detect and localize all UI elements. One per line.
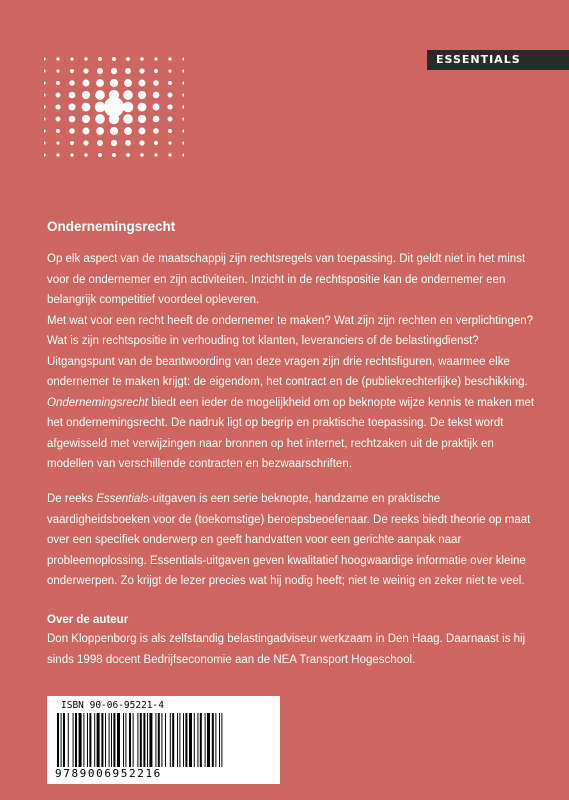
barcode-panel xyxy=(47,696,280,784)
dot-grid-logo-icon xyxy=(44,52,184,162)
author-heading: Over de auteur xyxy=(47,614,129,626)
paragraph-text-run: De reeks xyxy=(47,493,97,505)
paragraph-text-run: Ondernemingsrecht xyxy=(47,396,148,409)
paragraph-text-run: biedt een ieder de mogelijkheid om op beknopte wijze kennis te maken met het ondernemingsrecht. De nadruk ligt op begrip en praktische toepassing. De tekst wordt afgewisseld met verwijzingen naar bronnen op het internet, rechtzaken uit de praktijk en modellen van verschillende contracten en bezwaarschriften. xyxy=(47,396,535,470)
paragraph-text-run: Met wat voor een recht heeft de ondernemer te maken? Wat zijn zijn rechten en verplichtingen? Wat is zijn rechtspositie in verhouding tot klanten, leveranciers of de belastingdienst? Uitgangspunt van de beantwoording van deze vragen zijn drie rechtsfiguren, waarmee elke ondernemer te maken krijgt: de eigendom, het contract en de (publiekrechterlijke) beschikking. xyxy=(47,314,534,388)
description-block xyxy=(47,249,537,475)
intro-paragraph-1 xyxy=(47,311,537,393)
paragraph-text-run: -uitgaven is een serie beknopte, handzame en praktische vaardigheidsboeken voor de (toekomstige) beroepsbeoefenaar. De reeks biedt theorie op maat over een specifiek onderwerp en geeft handvatten voor een gerichte aanpak naar probleemoplossing. Essentials-uitgaven geven kwalitatief hoogwaardige informatie over kleine onderwerpen. Zo krijgt de lezer precies wat hij nodig heeft; niet te weinig en zeker niet te veel. xyxy=(47,493,531,587)
paragraph-text-run: Essentials xyxy=(96,493,149,505)
book-title: Ondernemingsrecht xyxy=(47,219,176,234)
barcode-digits: 9789006952216 xyxy=(55,767,162,780)
author-bio: Don Kloppenborg is als zelfstandig belastingadviseur werkzaam in Den Haag. Daarnaast is hij sinds 1998 docent Bedrijfseconomie aan de NEA Transport Hogeschool. xyxy=(47,633,526,666)
series-badge: ESSENTIALS xyxy=(427,50,569,70)
intro-paragraph-2 xyxy=(47,393,537,475)
series-description-block xyxy=(47,489,537,592)
intro-paragraph-0 xyxy=(47,249,537,311)
paragraph-text-run: Op elk aspect van de maatschappij zijn rechtsregels van toepassing. Dit geldt niet in het minst voor de ondernemer en zijn activiteiten. Inzicht in de rechtspositie kan de ondernemer een belangrijk competitief voordeel opleveren. xyxy=(47,253,526,306)
barcode-icon xyxy=(55,713,275,767)
series-paragraph-0 xyxy=(47,489,537,592)
isbn-label: ISBN 90-06-95221-4 xyxy=(61,700,164,711)
